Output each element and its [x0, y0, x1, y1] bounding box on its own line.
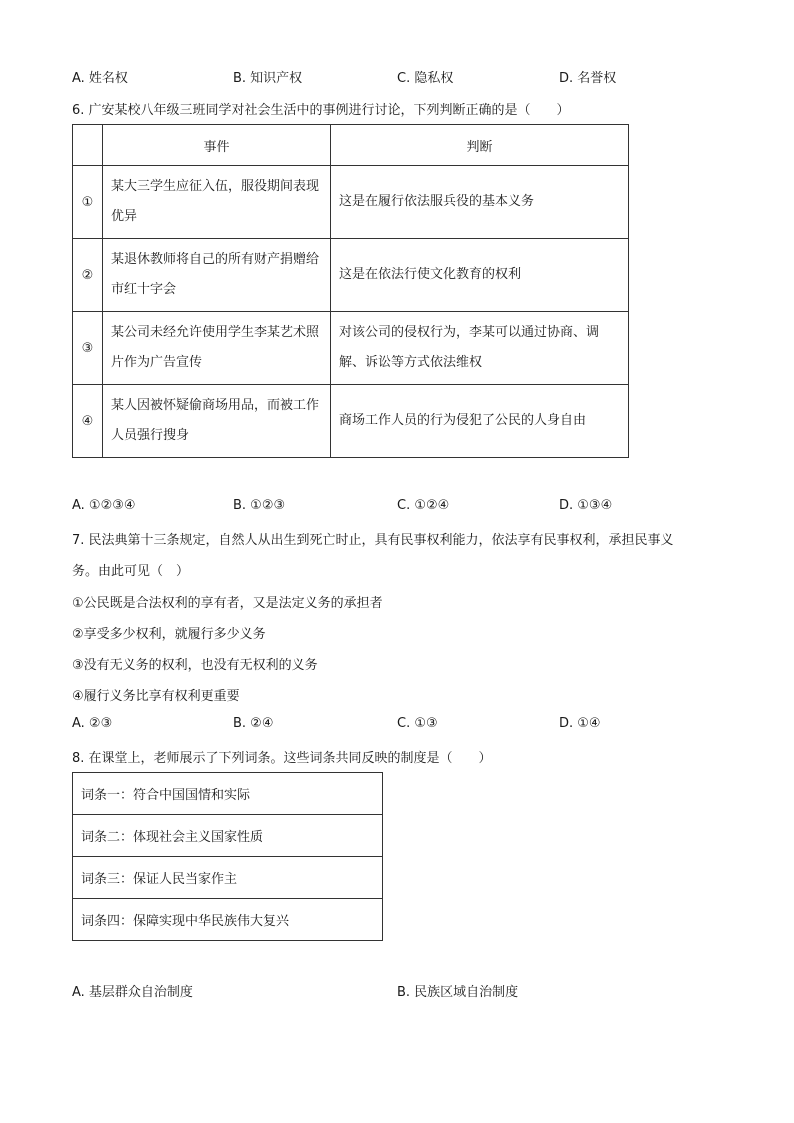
q7-options	[72, 716, 732, 736]
row-event: 某大三学生应征入伍，服役期间表现优异	[103, 166, 331, 239]
q5-options	[72, 67, 732, 87]
row-judgment: 对该公司的侵权行为，李某可以通过协商、调解、诉讼等方式依法维权	[331, 312, 629, 385]
q6-option-a[interactable]: A. ①②③④	[72, 498, 136, 513]
q7-statement-1: ①公民既是合法权利的享有者，又是法定义务的承担者	[72, 596, 383, 611]
q7-statement-3: ③没有无义务的权利，也没有无权利的义务	[72, 658, 318, 673]
q8-terms-table	[72, 772, 383, 941]
header-judgment: 判断	[331, 125, 629, 166]
row-number: ④	[73, 385, 103, 458]
term-cell: 词条二：体现社会主义国家性质	[73, 815, 383, 857]
table-row	[73, 166, 629, 239]
q8-stem: 8. 在课堂上，老师展示了下列词条。这些词条共同反映的制度是（ ）	[72, 751, 492, 766]
row-number: ③	[73, 312, 103, 385]
term-cell: 词条三：保证人民当家作主	[73, 857, 383, 899]
header-event: 事件	[103, 125, 331, 166]
q5-option-a[interactable]: A. 姓名权	[72, 71, 128, 86]
table-row	[73, 312, 629, 385]
table-corner-cell	[73, 125, 103, 166]
q6-option-d[interactable]: D. ①③④	[559, 498, 613, 513]
term-row	[73, 857, 383, 899]
q7-stem-line1: 7. 民法典第十三条规定，自然人从出生到死亡时止，具有民事权利能力，依法享有民事权利，承担民事义	[72, 533, 674, 548]
q8-options	[72, 981, 732, 1001]
row-judgment: 这是在依法行使文化教育的权利	[331, 239, 629, 312]
row-event: 某人因被怀疑偷商场用品，而被工作人员强行搜身	[103, 385, 331, 458]
q6-options	[72, 498, 732, 518]
q7-statement-2: ②享受多少权利，就履行多少义务	[72, 627, 266, 642]
row-number: ①	[73, 166, 103, 239]
term-cell: 词条一：符合中国国情和实际	[73, 773, 383, 815]
q6-option-c[interactable]: C. ①②④	[397, 498, 450, 513]
table-row	[73, 239, 629, 312]
q7-stem-line2: 务。由此可见（ ）	[72, 564, 190, 579]
row-event: 某公司未经允许使用学生李某艺术照片作为广告宣传	[103, 312, 331, 385]
row-number: ②	[73, 239, 103, 312]
q8-option-a[interactable]: A. 基层群众自治制度	[72, 985, 193, 1000]
q6-option-b[interactable]: B. ①②③	[233, 498, 286, 513]
row-event: 某退休教师将自己的所有财产捐赠给市红十字会	[103, 239, 331, 312]
term-row	[73, 773, 383, 815]
row-judgment: 这是在履行依法服兵役的基本义务	[331, 166, 629, 239]
q7-option-d[interactable]: D. ①④	[559, 716, 601, 731]
q6-stem: 6. 广安某校八年级三班同学对社会生活中的事例进行讨论，下列判断正确的是（ ）	[72, 103, 570, 118]
q7-statement-4: ④履行义务比享有权利更重要	[72, 689, 240, 704]
term-cell: 词条四：保障实现中华民族伟大复兴	[73, 899, 383, 941]
q5-option-d[interactable]: D. 名誉权	[559, 71, 617, 86]
term-row	[73, 899, 383, 941]
q5-option-b[interactable]: B. 知识产权	[233, 71, 303, 86]
q7-option-b[interactable]: B. ②④	[233, 716, 274, 731]
q8-option-b[interactable]: B. 民族区域自治制度	[397, 985, 519, 1000]
term-row	[73, 815, 383, 857]
row-judgment: 商场工作人员的行为侵犯了公民的人身自由	[331, 385, 629, 458]
q6-case-table	[72, 124, 629, 458]
q7-option-c[interactable]: C. ①③	[397, 716, 438, 731]
q5-option-c[interactable]: C. 隐私权	[397, 71, 454, 86]
table-row	[73, 385, 629, 458]
q7-option-a[interactable]: A. ②③	[72, 716, 113, 731]
table-header-row	[73, 125, 629, 166]
